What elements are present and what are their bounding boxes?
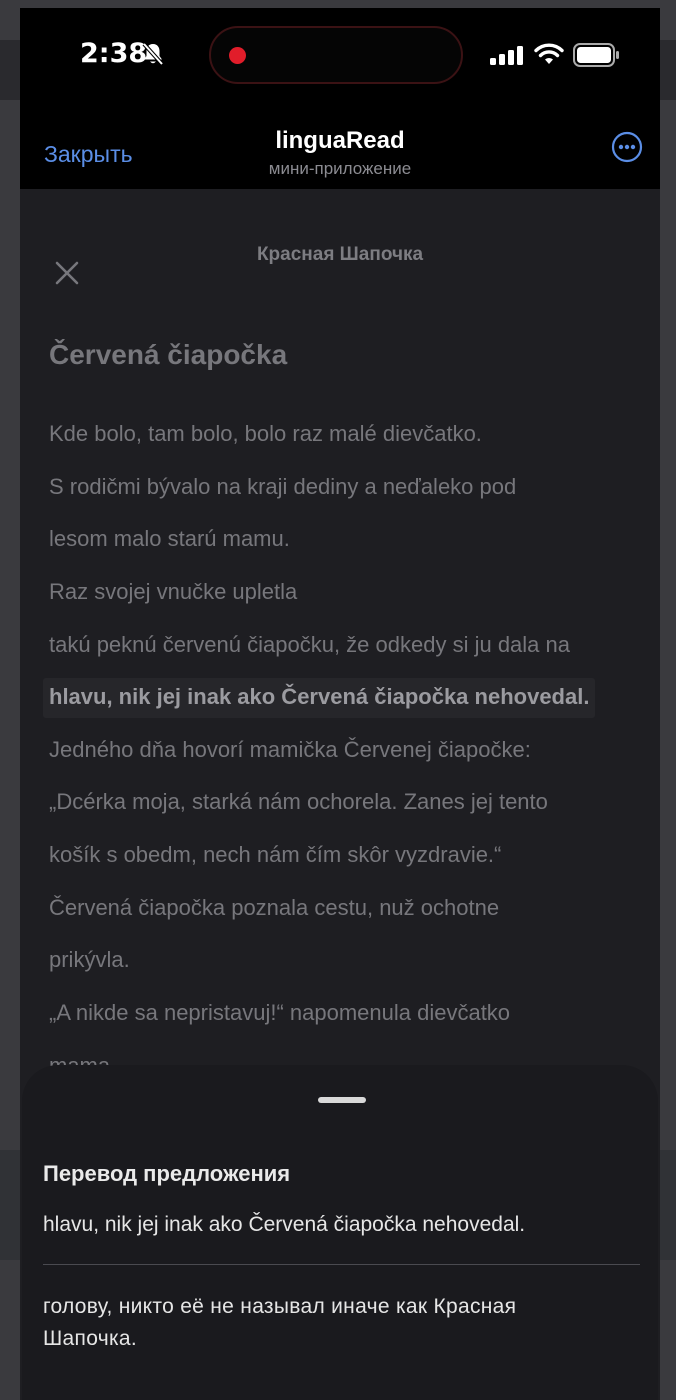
divider xyxy=(43,1264,640,1265)
story-line[interactable]: Raz svojej vnučke upletla xyxy=(49,579,298,604)
dynamic-island xyxy=(209,26,463,84)
source-sentence: hlavu, nik jej inak ako Červená čiapočka nehovedal. xyxy=(43,1213,526,1236)
cellular-signal-icon xyxy=(490,46,524,66)
app-title: linguaRead xyxy=(275,127,405,154)
more-icon[interactable] xyxy=(611,131,643,163)
story-line[interactable]: Jedného dňa hovorí mamička Červenej čiapočke: xyxy=(49,737,531,762)
sheet-grabber[interactable] xyxy=(318,1097,366,1103)
story-line[interactable]: „A nikde sa nepristavuj!“ napomenula dievčatko xyxy=(49,1000,511,1025)
status-bar xyxy=(20,8,660,103)
story-line[interactable]: prikývla. xyxy=(49,947,130,972)
story-heading: Červená čiapočka xyxy=(49,339,288,370)
close-miniapp-button[interactable]: Закрыть xyxy=(44,141,133,167)
story-line[interactable]: lesom malo starú mamu. xyxy=(49,526,290,551)
status-time: 2:38 xyxy=(80,38,148,69)
story-line[interactable]: košík s obedm, nech nám čím skôr vyzdravie.“ xyxy=(49,842,502,867)
sheet-heading: Перевод предложения xyxy=(43,1161,291,1186)
story-line[interactable]: Červená čiapočka poznala cestu, nuž ochotne xyxy=(49,895,500,920)
translated-sentence: голову, никто её не называл иначе как Красная Шапочка. xyxy=(43,1295,517,1350)
phone-screen xyxy=(20,8,660,1400)
translation-sheet xyxy=(22,1065,658,1400)
miniapp-header xyxy=(20,103,660,189)
story-line[interactable]: „Dcérka moja, starká nám ochorela. Zanes jej tento xyxy=(49,789,548,814)
story-line[interactable]: takú peknú červenú čiapočku, že odkedy si ju dala na xyxy=(49,632,570,657)
app-subtitle: мини-приложение xyxy=(268,159,412,178)
story-line[interactable]: S rodičmi bývalo na kraji dediny a neďaleko pod xyxy=(49,474,517,499)
recording-dot-icon xyxy=(229,47,246,64)
bell-slash-icon xyxy=(142,42,164,66)
story-line-highlighted[interactable]: hlavu, nik jej inak ako Červená čiapočka nehovedal. xyxy=(43,678,595,718)
wifi-icon xyxy=(534,43,564,65)
story-title: Красная Шапочка xyxy=(256,244,424,265)
battery-icon xyxy=(573,43,621,67)
story-line[interactable]: Kde bolo, tam bolo, bolo raz malé dievčatko. xyxy=(49,421,482,446)
